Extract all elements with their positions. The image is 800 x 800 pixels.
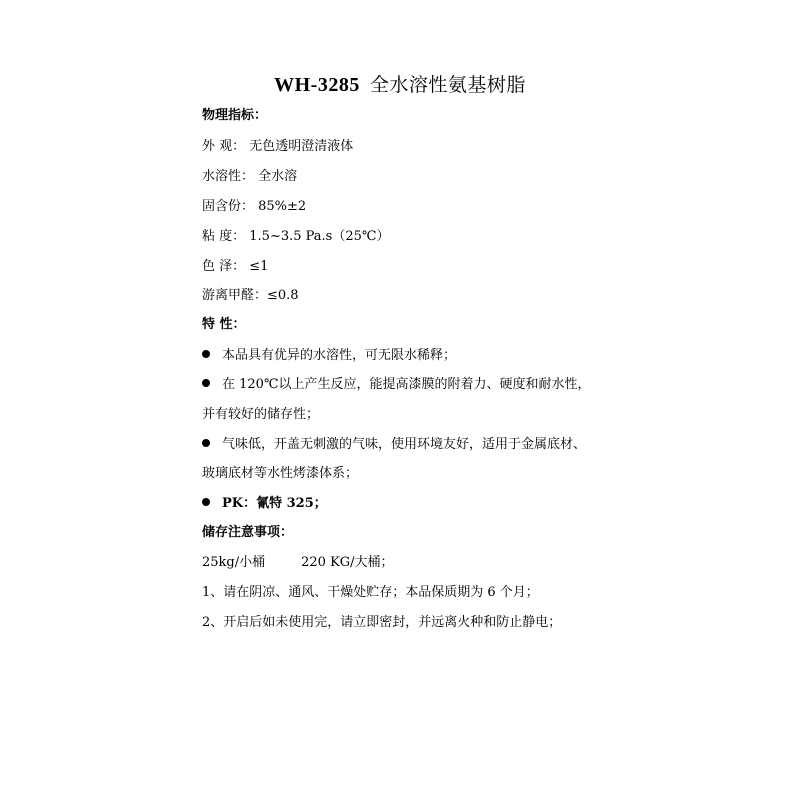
pack-small: 25kg/小桶 <box>202 555 266 570</box>
storage-heading: 储存注意事项： <box>202 525 294 540</box>
feature-item-1: 本品具有优异的水溶性，可无限水稀释； <box>202 344 456 363</box>
document-title <box>0 70 800 97</box>
bullet-icon <box>202 379 210 387</box>
feature-item-3: 气味低，开盖无刺激的气味，使用环境友好，适用于金属底材、 <box>202 433 586 452</box>
packaging-line <box>202 551 394 570</box>
bullet-icon <box>202 439 210 447</box>
viscosity-line: 粘 度： 1.5~3.5 Pa.s（25℃） <box>202 229 390 244</box>
bullet-icon <box>202 350 210 358</box>
color-line: 色 泽： ≤1 <box>202 259 269 274</box>
product-code: WH-3285 <box>274 74 360 96</box>
storage-note-1: 1、请在阴凉、通风、干燥处贮存；本品保质期为 6 个月； <box>202 585 539 600</box>
feature-item-4: PK：氰特 325； <box>202 492 327 511</box>
features-heading: 特 性： <box>202 317 246 332</box>
appearance-line: 外 观： 无色透明澄清液体 <box>202 139 354 154</box>
pack-large: 220 KG/大桶； <box>301 555 394 570</box>
feature-item-2-continued: 并有较好的储存性； <box>202 407 320 422</box>
bullet-icon <box>202 498 210 506</box>
storage-note-2: 2、开启后如未使用完，请立即密封，并远离火种和防止静电； <box>202 615 562 630</box>
solubility-line: 水溶性： 全水溶 <box>202 169 298 184</box>
product-name: 全水溶性氨基树脂 <box>369 74 526 96</box>
formaldehyde-line: 游离甲醛：≤0.8 <box>202 288 299 303</box>
feature-item-2: 在 120℃以上产生反应，能提高漆膜的附着力、硬度和耐水性， <box>202 373 591 392</box>
physical-heading: 物理指标： <box>202 108 268 123</box>
feature-item-3-continued: 玻璃底材等水性烤漆体系； <box>202 466 359 481</box>
solids-line: 固含份： 85%±2 <box>202 199 307 214</box>
